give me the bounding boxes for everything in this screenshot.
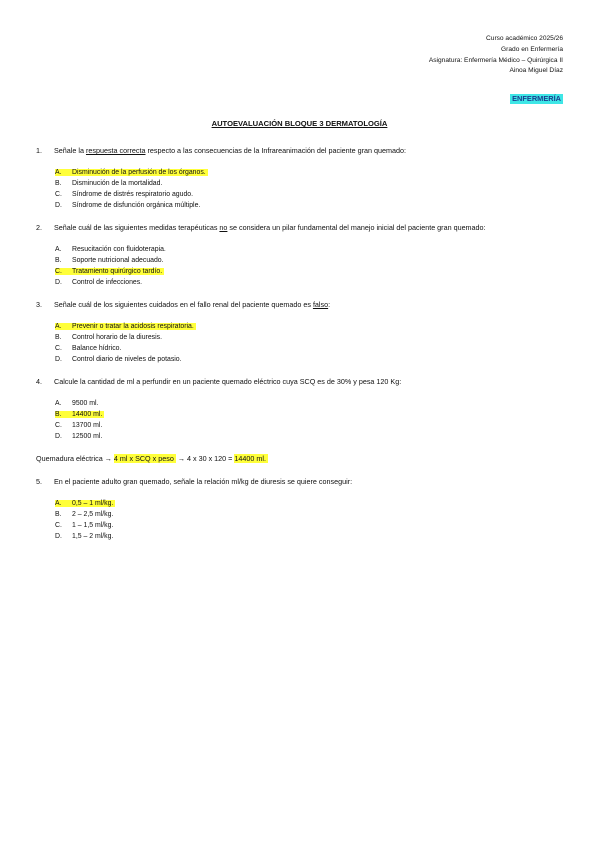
option-letter: D. (55, 279, 62, 286)
question-number: 5. (36, 477, 42, 486)
option-text: Disminución de la mortalidad. (72, 180, 163, 187)
formula-line (36, 454, 268, 464)
option-a (55, 244, 166, 255)
option-text: Control de infecciones. (72, 279, 143, 286)
question-text-pre: Señale cuál de los siguientes cuidados en el fallo renal del paciente quemado es (54, 300, 313, 309)
question-4 (36, 377, 566, 387)
option-text: 13700 ml. (72, 422, 103, 429)
option-letter: D. (55, 202, 62, 209)
question-text-pre: Calcule la cantidad de ml a perfundir en un paciente quemado eléctrico cuya SCQ es de 30% y pesa 120 Kg: (54, 377, 402, 386)
option-letter: B. (55, 180, 62, 187)
page-title: AUTOEVALUACIÓN BLOQUE 3 DERMATOLOGÍA (211, 119, 388, 128)
question-number: 3. (36, 300, 42, 309)
question-text-post: respecto a las consecuencias de la Infrareanimación del paciente gran quemado: (145, 146, 407, 155)
option-text: Resucitación con fluidoterapia. (72, 246, 166, 253)
option-d (55, 531, 115, 542)
option-letter: C. (55, 268, 62, 275)
formula-calculation: → 4 x 30 x 120 = (177, 454, 233, 463)
option-b (55, 409, 104, 420)
option-text: Disminución de la perfusión de los órganos. (72, 169, 206, 176)
option-letter: D. (55, 356, 62, 363)
option-text: 1 – 1,5 ml/kg. (72, 522, 114, 529)
option-letter: A. (55, 169, 62, 176)
option-a (55, 498, 115, 509)
option-b (55, 332, 196, 343)
option-b (55, 178, 208, 189)
option-letter: A. (55, 400, 62, 407)
question-5 (36, 477, 566, 487)
option-text: 0,5 – 1 ml/kg. (72, 500, 114, 507)
option-letter: B. (55, 411, 62, 418)
option-text: 9500 ml. (72, 400, 99, 407)
option-text: Control diario de niveles de potasio. (72, 356, 182, 363)
option-text: Síndrome de distrés respiratorio agudo. (72, 191, 194, 198)
document-header (429, 34, 563, 77)
header-author: Ainoa Miguel Díaz (509, 67, 563, 75)
option-d (55, 431, 104, 442)
question-text-pre: Señale la (54, 146, 86, 155)
header-subject: Asignatura: Enfermería Médico – Quirúrgica II (428, 56, 563, 64)
option-letter: C. (55, 522, 62, 529)
option-b (55, 255, 166, 266)
option-letter: A. (55, 246, 62, 253)
question-text-underlined: no (219, 223, 228, 232)
formula-expression: 4 ml x SCQ x peso (113, 454, 174, 463)
option-text: Soporte nutricional adecuado. (72, 257, 164, 264)
option-letter: C. (55, 422, 62, 429)
option-c (55, 420, 104, 431)
question-1 (36, 146, 566, 156)
option-a (55, 398, 104, 409)
formula-label: Quemadura eléctrica → (36, 454, 112, 463)
option-text: Tratamiento quirúrgico tardío. (72, 268, 163, 275)
option-b (55, 509, 115, 520)
formula-result: 14400 ml. (234, 454, 266, 463)
option-text: Síndrome de disfunción orgánica múltiple. (72, 202, 201, 209)
option-c (55, 343, 196, 354)
option-text: 1,5 – 2 ml/kg. (72, 533, 114, 540)
question-text-post: : (328, 300, 331, 309)
question-text-underlined: respuesta correcta (85, 146, 146, 155)
option-text: 2 – 2,5 ml/kg. (72, 511, 114, 518)
question-2 (36, 223, 566, 233)
option-d (55, 200, 208, 211)
options-4 (55, 398, 104, 442)
question-number: 2. (36, 223, 42, 232)
option-letter: D. (55, 433, 62, 440)
question-text-post: se considera un pilar fundamental del manejo inicial del paciente gran quemado: (227, 223, 486, 232)
option-text: 14400 ml. (72, 411, 103, 418)
header-degree: Grado en Enfermería (501, 45, 563, 53)
options-3 (55, 321, 196, 365)
option-letter: C. (55, 345, 62, 352)
question-number: 4. (36, 377, 42, 386)
question-text-pre: En el paciente adulto gran quemado, señale la relación ml/kg de diuresis se quiere conseguir: (54, 477, 353, 486)
option-letter: B. (55, 334, 62, 341)
option-a (55, 167, 208, 178)
option-letter: D. (55, 533, 62, 540)
option-letter: A. (55, 500, 62, 507)
option-text: Balance hídrico. (72, 345, 122, 352)
option-letter: C. (55, 191, 62, 198)
question-text-pre: Señale cuál de las siguientes medidas terapéuticas (54, 223, 220, 232)
option-letter: A. (55, 323, 62, 330)
options-1 (55, 167, 208, 211)
question-text-underlined: falso (312, 300, 329, 309)
option-text: Control horario de la diuresis. (72, 334, 163, 341)
question-number: 1. (36, 146, 42, 155)
option-d (55, 354, 196, 365)
option-letter: B. (55, 257, 62, 264)
options-5 (55, 498, 115, 542)
option-c (55, 189, 208, 200)
option-c (55, 520, 115, 531)
option-text: Prevenir o tratar la acidosis respiratoria. (72, 323, 194, 330)
option-text: 12500 ml. (72, 433, 103, 440)
option-c (55, 266, 166, 277)
option-a (55, 321, 196, 332)
option-d (55, 277, 166, 288)
header-course: Curso académico 2025/26 (486, 35, 563, 42)
options-2 (55, 244, 166, 288)
option-letter: B. (55, 511, 62, 518)
header-tag: ENFERMERÍA (512, 94, 561, 103)
question-3 (36, 300, 566, 310)
